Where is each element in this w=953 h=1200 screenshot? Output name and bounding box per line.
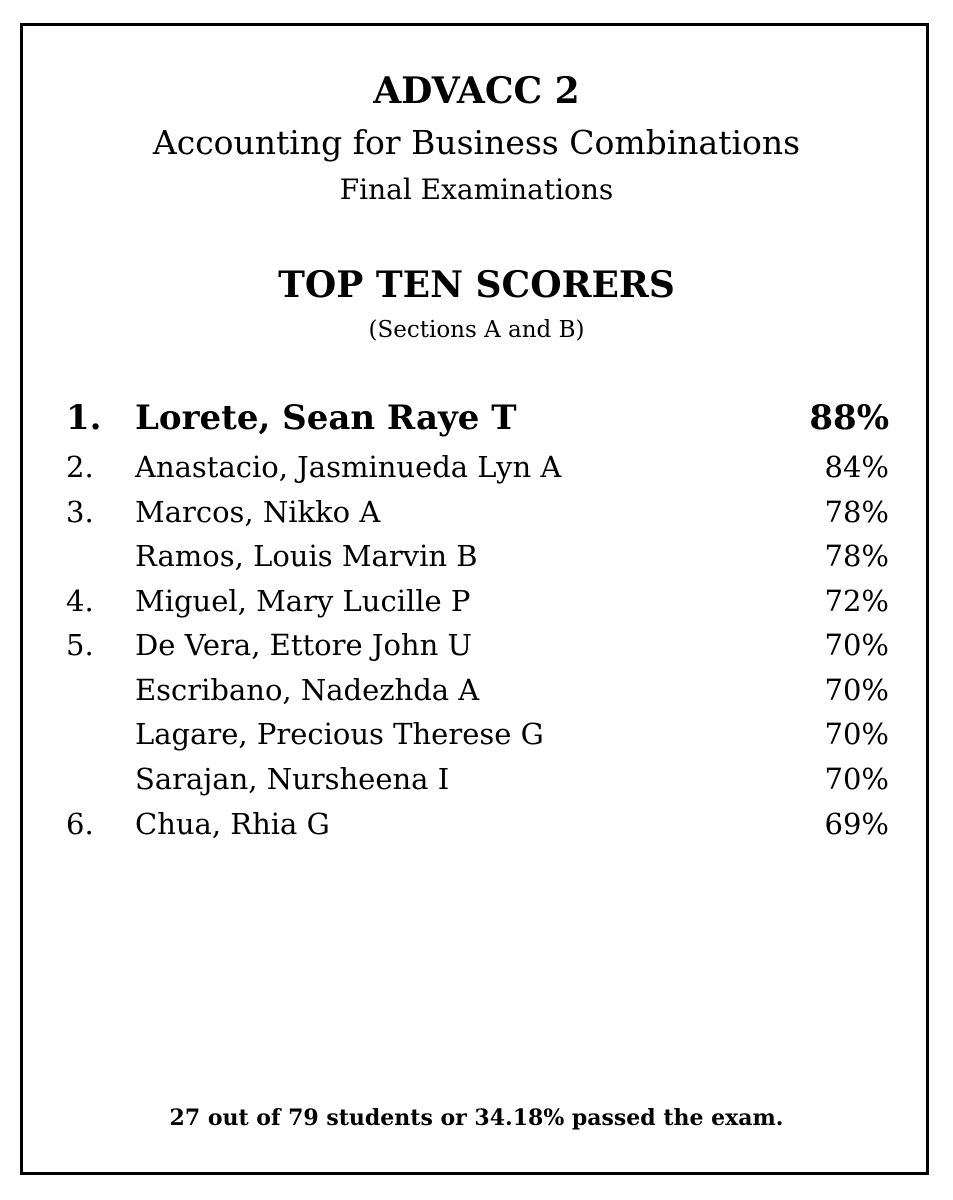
- student-name: Ramos, Louis Marvin B: [135, 539, 478, 573]
- list-title: TOP TEN SCORERS: [278, 264, 675, 306]
- score-value: 84%: [824, 450, 889, 484]
- list-item: [0, 712, 953, 756]
- list-item: [0, 668, 953, 712]
- list-item: [0, 393, 953, 443]
- student-name: Escribano, Nadezhda A: [135, 673, 480, 707]
- score-value: 72%: [824, 584, 889, 618]
- rank-number: 2.: [66, 450, 94, 484]
- list-subtitle: (Sections A and B): [368, 317, 585, 343]
- score-value: 70%: [824, 628, 889, 662]
- student-name: Chua, Rhia G: [135, 807, 330, 841]
- student-name: De Vera, Ettore John U: [135, 628, 472, 662]
- rank-number: 4.: [66, 584, 94, 618]
- student-name: Miguel, Mary Lucille P: [135, 584, 471, 618]
- student-name: Marcos, Nikko A: [135, 495, 381, 529]
- student-name: Anastacio, Jasminueda Lyn A: [135, 450, 562, 484]
- rank-number: 3.: [66, 495, 94, 529]
- list-item: [0, 623, 953, 667]
- exam-name: Final Examinations: [339, 173, 614, 206]
- course-code: ADVACC 2: [373, 70, 580, 112]
- score-value: 78%: [824, 495, 889, 529]
- score-value: 78%: [824, 539, 889, 573]
- list-item: [0, 757, 953, 801]
- list-item: [0, 802, 953, 846]
- score-value: 70%: [824, 762, 889, 796]
- rank-number: 5.: [66, 628, 94, 662]
- course-title: Accounting for Business Combinations: [152, 123, 801, 162]
- list-item: [0, 445, 953, 489]
- list-item: [0, 579, 953, 623]
- student-name: Lorete, Sean Raye T: [135, 398, 517, 438]
- rank-number: 6.: [66, 807, 94, 841]
- score-value: 70%: [824, 673, 889, 707]
- score-value: 88%: [809, 398, 889, 438]
- pass-rate-summary: 27 out of 79 students or 34.18% passed the exam.: [169, 1105, 784, 1131]
- list-item: [0, 534, 953, 578]
- student-name: Lagare, Precious Therese G: [135, 717, 544, 751]
- student-name: Sarajan, Nursheena I: [135, 762, 450, 796]
- score-value: 70%: [824, 717, 889, 751]
- score-value: 69%: [824, 807, 889, 841]
- list-item: [0, 490, 953, 534]
- rank-number: 1.: [66, 398, 102, 438]
